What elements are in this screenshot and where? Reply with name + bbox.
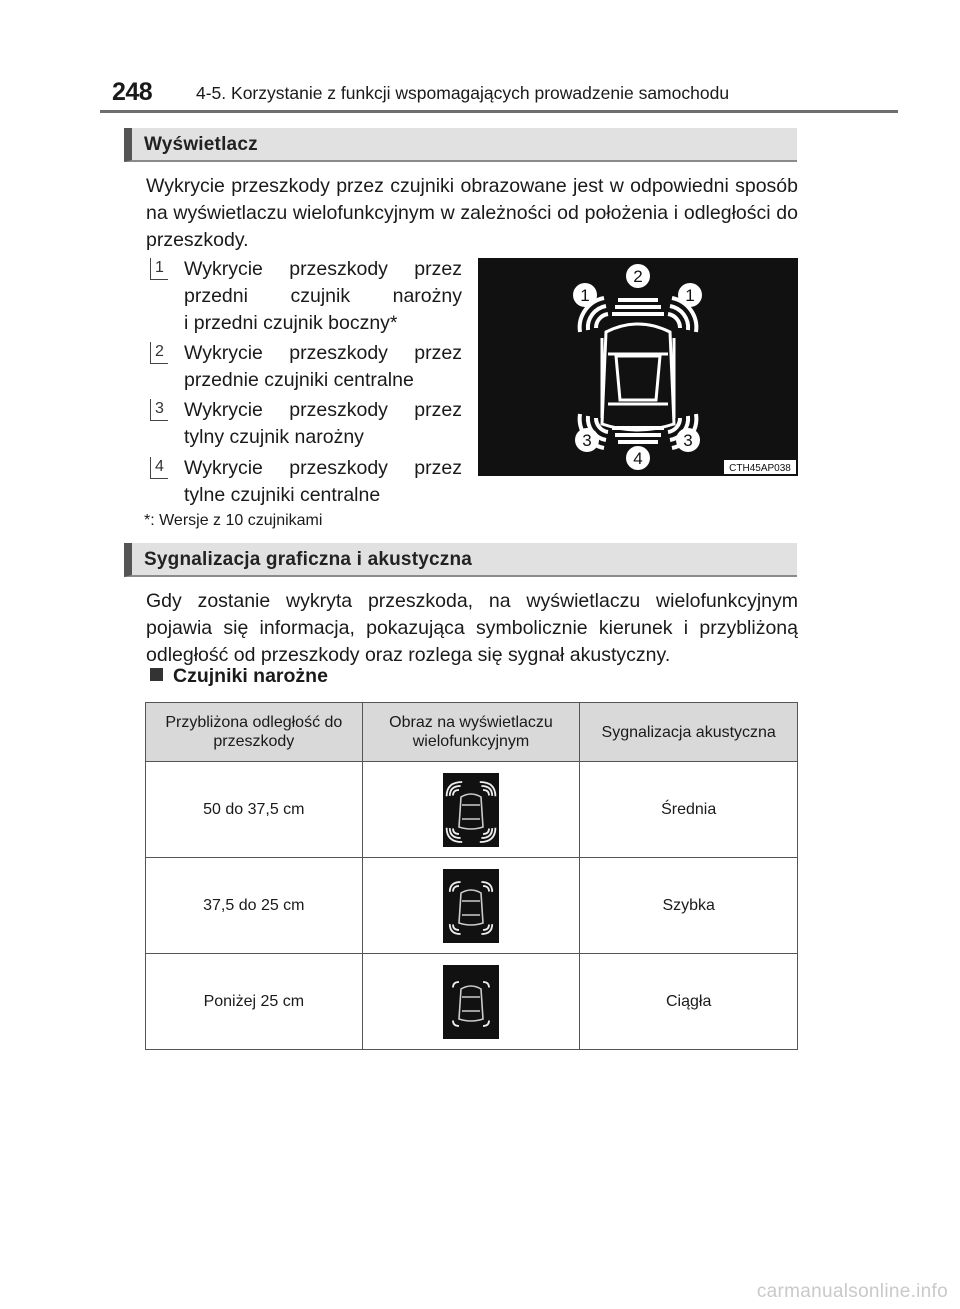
table-row [146, 762, 798, 858]
svg-text:4: 4 [633, 449, 643, 468]
header-rule [100, 110, 898, 113]
display-image-cell [362, 762, 580, 858]
sensor-thumbnail [443, 869, 499, 943]
car-outline [602, 324, 674, 430]
distance-cell: 50 do 37,5 cm [146, 762, 363, 858]
table-header-row [146, 703, 798, 762]
item-number: 2 [150, 342, 168, 364]
svg-text:1: 1 [685, 286, 695, 305]
corner-arc [453, 790, 459, 796]
item-text: Wykrycie przeszkody przez [184, 399, 462, 421]
sensor-thumbnail [443, 773, 499, 847]
signal-intro: Gdy zostanie wykryta przeszkoda, na wyświetlaczu wielofunkcyjnym pojawia się informacja, pokazująca symbolicznie kierunek i przybliżoną odległość od przeszkody oraz rozlega się sygnał akustyczny. [146, 590, 798, 666]
item-number: 1 [150, 258, 168, 280]
signal-cell: Ciągła [580, 954, 798, 1050]
display-image-cell [362, 954, 580, 1050]
watermark: carmanualsonline.info [756, 1281, 948, 1302]
table-row [146, 858, 798, 954]
corner-sensor-table [145, 702, 798, 1050]
svg-text:3: 3 [683, 431, 693, 450]
column-header: Obraz na wyświetlaczu wielofunkcyjnym [362, 703, 580, 762]
corner-arc [453, 828, 459, 834]
corner-arc [483, 924, 489, 930]
corner-arc [447, 827, 463, 841]
car-sensor-illustration [478, 258, 798, 476]
callout-4 [626, 446, 650, 470]
subheading: Czujniki narożne [150, 665, 328, 688]
item-text: tylny czujnik narożny [184, 426, 364, 448]
callout-1-left [573, 283, 597, 307]
corner-arc [453, 924, 459, 930]
corner-arc [453, 1020, 459, 1026]
front-center-bars [612, 298, 664, 316]
item-number: 4 [150, 457, 168, 479]
corner-arc [453, 886, 459, 892]
column-header: Sygnalizacja akustyczna [580, 703, 798, 762]
item-number: 3 [150, 399, 168, 421]
item-text: tylne czujniki centralne [184, 484, 381, 506]
corner-arcs [580, 298, 697, 448]
corner-arc [483, 886, 489, 892]
corner-arc [483, 828, 489, 834]
page-header [0, 0, 960, 115]
section-title-signal [124, 543, 797, 577]
table-row [146, 954, 798, 1050]
running-head: 4-5. Korzystanie z funkcji wspomagających prowadzenie samochodu [196, 83, 730, 103]
section-title-text: Sygnalizacja graficzna i akustyczna [144, 549, 473, 570]
corner-arc [483, 1020, 489, 1026]
signal-cell: Średnia [580, 762, 798, 858]
rear-center-bars [612, 426, 664, 444]
corner-arc [483, 790, 489, 796]
distance-cell: 37,5 do 25 cm [146, 858, 363, 954]
callout-2 [626, 264, 650, 288]
distance-cell: Poniżej 25 cm [146, 954, 363, 1050]
item-text: i przedni czujnik boczny* [184, 312, 398, 334]
display-image-cell [362, 858, 580, 954]
item-text: Wykrycie przeszkody przez [184, 457, 462, 479]
section-title-display [124, 128, 797, 162]
footnote: *: Wersje z 10 czujnikami [144, 512, 323, 529]
display-intro: Wykrycie przeszkody przez czujniki obrazowane jest w odpowiedni sposób na wyświetlaczu wielofunkcyjnym w zależności od położenia i odległości do przeszkody. [146, 175, 798, 251]
callout-3-right [676, 428, 700, 452]
callout-1-right [678, 283, 702, 307]
corner-arc [483, 982, 489, 988]
item-text: Wykrycie przeszkody przez [184, 342, 462, 364]
column-header: Przybliżona odległość do przeszkody [146, 703, 363, 762]
figure-code: CTH45AP038 [729, 463, 791, 474]
svg-text:3: 3 [582, 431, 592, 450]
item-text: przednie czujniki centralne [184, 369, 414, 391]
svg-text:1: 1 [580, 286, 590, 305]
corner-arc [453, 982, 459, 988]
signal-cell: Szybka [580, 858, 798, 954]
square-bullet-icon [150, 668, 163, 681]
corner-arc [480, 827, 496, 841]
section-title-text: Wyświetlacz [144, 134, 258, 155]
sensor-thumbnail [443, 965, 499, 1039]
callout-3-left [575, 428, 599, 452]
sensor-display-figure [478, 258, 798, 476]
svg-text:2: 2 [633, 267, 643, 286]
page-number: 248 [112, 78, 153, 106]
item-text: Wykrycie przeszkody przez przedni czujnik narożny [184, 258, 462, 307]
corner-arc [480, 782, 496, 796]
corner-arc [447, 782, 463, 796]
